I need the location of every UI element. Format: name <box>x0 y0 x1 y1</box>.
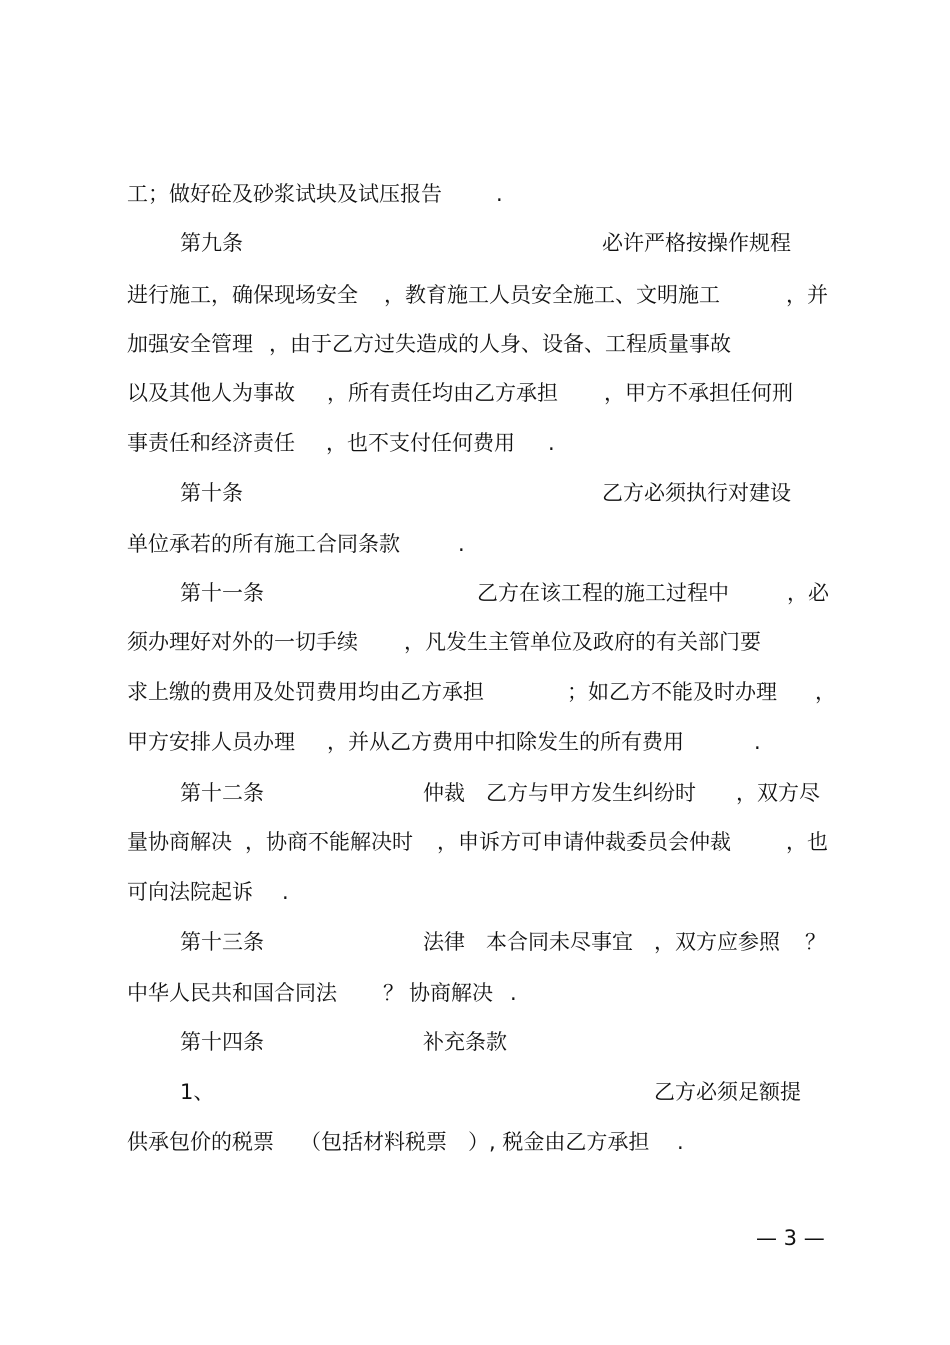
text-line: 量协商解决 <box>127 830 232 854</box>
text-line: ， <box>815 680 836 704</box>
text-line: 协商解决 <box>409 981 493 1005</box>
text-line: . <box>510 981 517 1005</box>
text-line: 本合同未尽事宜 <box>486 930 633 954</box>
text-line: 加强安全管理 <box>127 332 253 356</box>
text-line: ，所有责任均由乙方承担 <box>327 381 558 405</box>
text-line: ，协商不能解决时 <box>245 830 413 854</box>
text-line: ，也不支付任何费用 <box>326 431 515 455</box>
text-line: 事责任和经济责任 <box>127 431 295 455</box>
text-line: 中华人民共和国合同法 <box>127 981 337 1005</box>
text-line: 法律 <box>423 930 465 954</box>
text-line: ？ <box>805 930 826 954</box>
text-line: . <box>458 532 465 556</box>
text-line: ；如乙方不能及时办理 <box>567 680 777 704</box>
text-line: 须办理好对外的一切手续 <box>127 630 358 654</box>
text-line: ，甲方不承担任何刑 <box>604 381 793 405</box>
text-line: ，双方尽 <box>736 781 820 805</box>
text-line: 乙方必须足额提 <box>654 1080 801 1104</box>
text-line: . <box>282 880 289 904</box>
text-line: 供承包价的税票 <box>127 1130 274 1154</box>
article-heading: 第十四条 <box>180 1030 264 1054</box>
text-line: . <box>754 730 761 754</box>
text-line: ，凡发生主管单位及政府的有关部门要 <box>404 630 761 654</box>
article-heading: 第十一条 <box>180 581 264 605</box>
text-line: ，必 <box>787 581 829 605</box>
text-line: 仲裁 <box>423 781 465 805</box>
text-line: 求上缴的费用及处罚费用均由乙方承担 <box>127 680 484 704</box>
text-line: ，并 <box>786 283 828 307</box>
text-line: 单位承若的所有施工合同条款 <box>127 532 400 556</box>
text-line: ？ <box>383 981 404 1005</box>
text-line: . <box>548 431 555 455</box>
text-line: 乙方与甲方发生纠纷时 <box>486 781 696 805</box>
article-heading: 第十三条 <box>180 930 264 954</box>
text-line: 必许严格按操作规程 <box>602 231 791 255</box>
text-line: 工；做好砼及砂浆试块及试压报告 <box>127 182 442 206</box>
text-line: ）, 税金由乙方承担 <box>468 1130 650 1154</box>
text-line: 甲方安排人员办理 <box>127 730 295 754</box>
text-line: 进行施工，确保现场安全 <box>127 283 358 307</box>
article-heading: 第十条 <box>180 481 243 505</box>
page-number: — 3 — <box>756 1226 825 1250</box>
text-line: . <box>677 1130 684 1154</box>
text-line: ，教育施工人员安全施工、文明施工 <box>384 283 720 307</box>
text-line: （包括材料税票 <box>300 1130 447 1154</box>
text-line: 乙方在该工程的施工过程中 <box>477 581 729 605</box>
text-line: ，也 <box>786 830 828 854</box>
text-line: 可向法院起诉 <box>127 880 253 904</box>
text-line: 补充条款 <box>423 1030 507 1054</box>
article-heading: 第十二条 <box>180 781 264 805</box>
text-line: 以及其他人为事故 <box>127 381 295 405</box>
text-line: ，申诉方可申请仲裁委员会仲裁 <box>437 830 731 854</box>
text-line: 1、 <box>180 1080 215 1104</box>
text-line: ，并从乙方费用中扣除发生的所有费用 <box>327 730 684 754</box>
text-line: ，由于乙方过失造成的人身、设备、工程质量事故 <box>269 332 731 356</box>
text-line: . <box>496 182 503 206</box>
text-line: ，双方应参照 <box>654 930 780 954</box>
text-line: 乙方必须执行对建设 <box>602 481 791 505</box>
article-heading: 第九条 <box>180 231 243 255</box>
